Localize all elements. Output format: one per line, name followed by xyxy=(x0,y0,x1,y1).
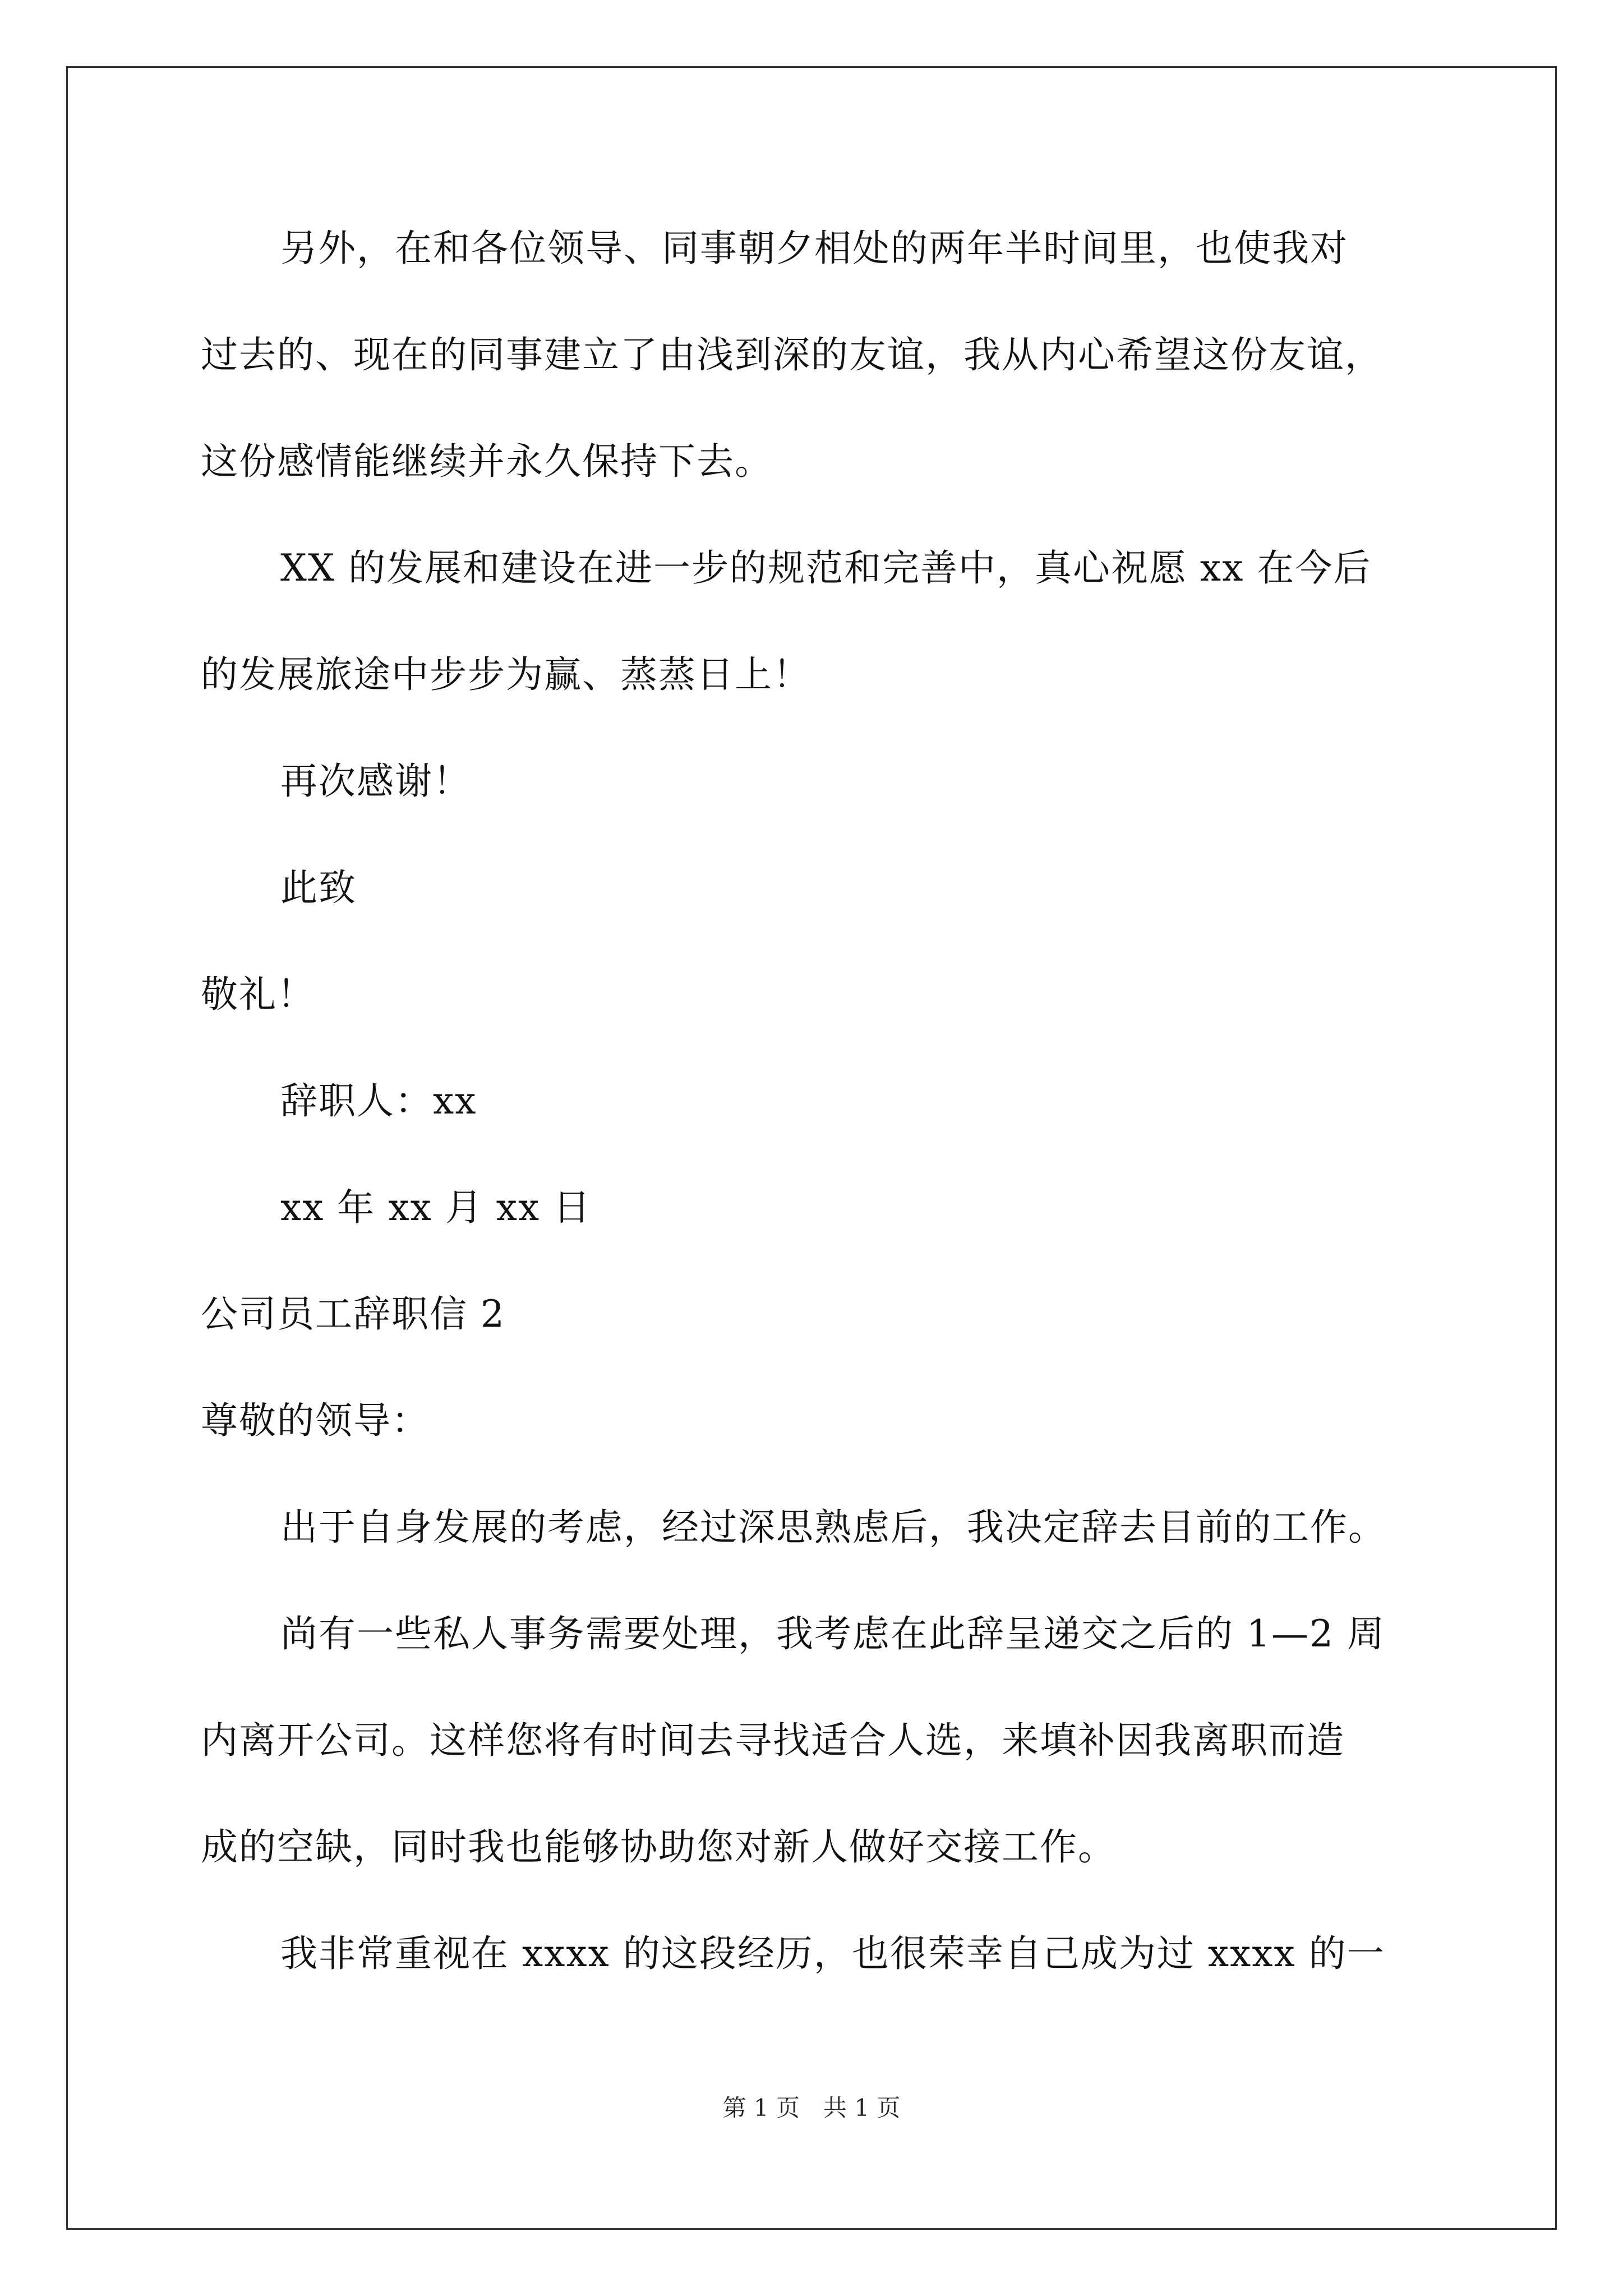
paragraph-line: 另外，在和各位领导、同事朝夕相处的两年半时间里，也使我对 xyxy=(280,227,1348,270)
paragraph-line: 过去的、现在的同事建立了由浅到深的友谊，我从内心希望这份友谊， xyxy=(201,333,1383,376)
paragraph-line: 尚有一些私人事务需要处理，我考虑在此辞呈递交之后的 1—2 周 xyxy=(280,1612,1385,1655)
closing-salute: 敬礼！ xyxy=(201,973,315,1016)
paragraph-line: 这份感情能继续并永久保持下去。 xyxy=(201,440,773,483)
date-line: xx 年 xx 月 xx 日 xyxy=(280,1186,592,1229)
paragraph-line: XX 的发展和建设在进一步的规范和完善中，真心祝愿 xx 在今后 xyxy=(280,546,1372,590)
closing-line: 此致 xyxy=(280,866,357,909)
letter-title: 公司员工辞职信 2 xyxy=(201,1292,505,1336)
page-border xyxy=(66,66,1557,2230)
paragraph-line: 的发展旅途中步步为赢、蒸蒸日上！ xyxy=(201,653,811,696)
signature-line: 辞职人：xx xyxy=(280,1079,477,1122)
salutation: 尊敬的领导： xyxy=(201,1399,430,1442)
paragraph-line: 内离开公司。这样您将有时间去寻找适合人选，来填补因我离职而造 xyxy=(201,1719,1345,1762)
paragraph-line: 再次感谢！ xyxy=(280,760,471,803)
paragraph-line: 出于自身发展的考虑，经过深思熟虑后，我决定辞去目前的工作。 xyxy=(280,1506,1386,1549)
paragraph-line: 我非常重视在 xxxx 的这段经历，也很荣幸自己成为过 xxxx 的一 xyxy=(280,1932,1385,1975)
paragraph-line: 成的空缺，同时我也能够协助您对新人做好交接工作。 xyxy=(201,1825,1116,1869)
page-footer: 第 1 页 共 1 页 xyxy=(722,2094,901,2122)
